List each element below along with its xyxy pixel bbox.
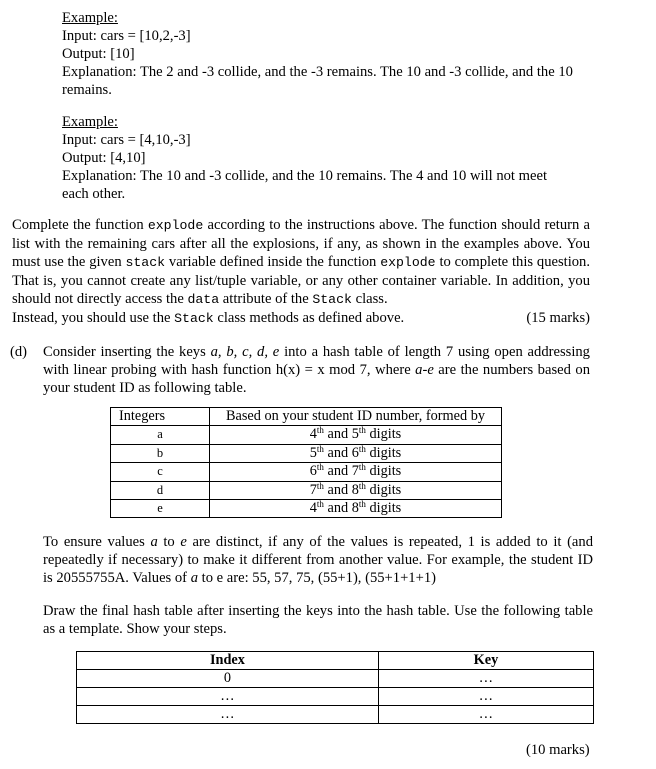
question-c-body: Complete the function explode according to the instructions above. The function should return a list with the remaining cars after all the explosions, if any, as shown in the examples above. You must use the given stack variable defined inside the function explode to complete this question. That is, you cannot create any list/tuple variable, or any other container variable. In addition, you should not directly access the data attribute of the Stack class.	[12, 217, 590, 307]
student-id-table	[110, 407, 502, 518]
example-1	[62, 9, 622, 99]
code-explode-2: explode	[380, 255, 436, 270]
example-1-explanation: Explanation: The 2 and -3 collide, and the -3 remains. The 10 and -3 collide, and the 10	[62, 64, 573, 80]
example-2-explanation-cont: each other.	[62, 186, 126, 202]
question-c-paragraph	[12, 216, 590, 328]
question-c-marks: (15 marks)	[526, 310, 590, 326]
question-d-text: Consider inserting the keys a, b, c, d, e into a hash table of length 7 using open addressing with linear probing with hash function h(x) = x mod 7, where a-e are the numbers based on your student ID as following table.	[43, 344, 590, 396]
table-row: a 4th and 5th digits	[111, 426, 502, 444]
student-id-table-header	[111, 408, 502, 426]
col-key: Key	[378, 652, 593, 670]
distinct-values-note: To ensure values a to e are distinct, if any of the values is repeated, 1 is added to it (and repeatedly if necessary) to make it different from another value. For example, the student ID is 20555755A. Values of a to e are: 55, 57, 75, (55+1), (55+1+1+1)	[43, 534, 593, 586]
example-1-output: Output: [10]	[62, 46, 135, 62]
col-index: Index	[77, 652, 379, 670]
example-1-input: Input: cars = [10,2,-3]	[62, 28, 191, 44]
code-Stack: Stack	[312, 292, 352, 307]
hash-table-header	[77, 652, 594, 670]
col-integers: Integers	[111, 408, 210, 426]
example-2-output: Output: [4,10]	[62, 150, 146, 166]
example-2-input: Input: cars = [4,10,-3]	[62, 132, 191, 148]
code-explode: explode	[147, 218, 204, 233]
example-2-heading: Example:	[62, 114, 118, 130]
table-row: e 4th and 8th digits	[111, 500, 502, 518]
hash-table-template	[76, 651, 594, 724]
table-row: 0 …	[77, 670, 594, 688]
example-1-heading: Example:	[62, 10, 118, 26]
table-row: … …	[77, 688, 594, 706]
code-Stack-2: Stack	[174, 311, 214, 326]
col-based-on: Based on your student ID number, formed by	[210, 408, 502, 426]
table-row: d 7th and 8th digits	[111, 481, 502, 499]
question-c-last-line: Instead, you should use the Stack class methods as defined above. (15 marks)	[12, 310, 590, 326]
draw-hash-table-note: Draw the final hash table after inserting the keys into the hash table. Use the following table as a template. Show your steps.	[43, 603, 593, 637]
code-stack: stack	[125, 255, 166, 270]
example-2	[62, 113, 622, 203]
code-data: data	[187, 292, 220, 307]
table-row: … …	[77, 706, 594, 724]
table-row: c 6th and 7th digits	[111, 463, 502, 481]
table-row: b 5th and 6th digits	[111, 444, 502, 462]
question-d-marks: (10 marks)	[526, 742, 590, 758]
question-d-label: (d)	[10, 344, 28, 360]
example-2-explanation: Explanation: The 10 and -3 collide, and the 10 remains. The 4 and 10 will not meet	[62, 168, 547, 184]
example-1-explanation-cont: remains.	[62, 82, 112, 98]
